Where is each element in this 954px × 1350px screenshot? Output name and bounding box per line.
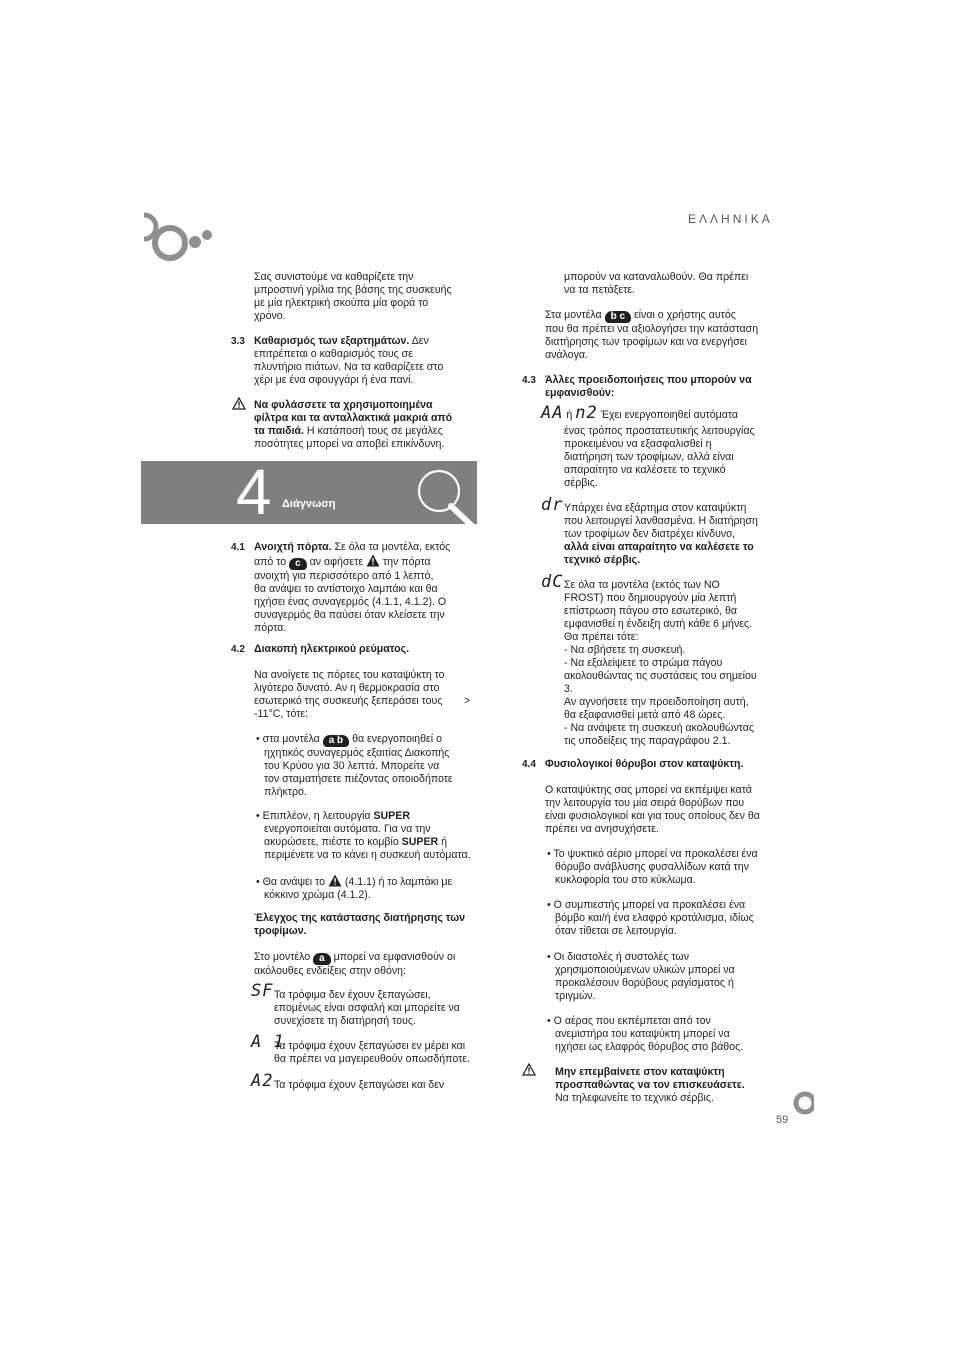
model-badge-bc: b c xyxy=(605,311,631,323)
display-code-n2: n2 xyxy=(575,403,598,423)
page-number: 59 xyxy=(776,1114,789,1126)
model-badge-c: c xyxy=(289,558,307,570)
dc-description: Σε όλα τα μοντέλα (εκτός των NO FROST) που δημιουργούν μία λεπτή επίστρωση πάγου στο εσωτερικό, θα εμφανισθεί η ένδειξη αυτή κάθε 6 μήνες. Θα πρέπει τότε: - Να σβήσετε τη συσκευή. - Να εξαλείψετε το στρώμα πάγου ακολουθώντας τις συστάσεις του σημείου 3. Αν αγνοήσετε την προειδοποίηση αυτή, θα εξαφανισθεί μετά από 48 ώρες. - Να ανάψετε τη συσκευή ακολουθώντας τις υποδείξεις της παραγράφου 2.1. xyxy=(564,579,757,747)
magnifier-icon xyxy=(413,467,477,527)
display-code-aa: AA xyxy=(541,403,564,423)
section-number-3-3: 3.3 xyxy=(231,336,245,347)
section-number-4-3: 4.3 xyxy=(522,375,536,386)
bullet-alarm: • στα μοντέλα a b θα ενεργοποιηθεί ο ηχητικός συναγερμός εξαιτίας Διακοπής του Κρύου για 30 λεπτά. Μπορείτε να τον σταματήσετε πιέζοντας οποιοδήποτε πλήκτρο. xyxy=(256,733,453,798)
warning-icon xyxy=(232,397,246,410)
heading: Καθαρισμός των εξαρτημάτων. xyxy=(254,335,410,347)
display-code-dc: dC xyxy=(541,572,564,592)
power-failure-paragraph: Να ανοίγετε τις πόρτες του καταψύκτη το λιγότερο δυνατό. Αν η θερμοκρασία στο εσωτερικό της συσκευής ξεπεράσει τους -11°C, τότε: xyxy=(254,669,445,720)
sf-description-cont: επομένως είναι ασφαλή και μπορείτε να συνεχίσετε τη διατήρησή τους. xyxy=(274,1002,460,1027)
a2-description: Τα τρόφιμα έχουν ξεπαγώσει και δεν xyxy=(274,1079,445,1091)
open-door-paragraph: Ανοιχτή πόρτα. Σε όλα τα μοντέλα, εκτός από το c αν αφήσετε την πόρτα ανοιχτή για περισσότερο από 1 λεπτό, θα ανάψει το αντίστοιχο λαμπάκι και θα ηχήσει ένας συναγερμός (4.1.1, 4.1.2). Ο συναγερμός θα παύσει όταν κλείσετε την πόρτα. xyxy=(254,541,451,634)
display-code-a1: A 1 xyxy=(251,1032,285,1052)
sf-description: Τα τρόφιμα δεν έχουν ξεπαγώσει, xyxy=(274,989,431,1001)
noise-bullet-compressor: • Ο συμπιεστής μπορεί να προκαλέσει ένα βόμβο και/ή ένα ελαφρό κροτάλισμα, ιδίως όταν τίθεται σε λειτουργία. xyxy=(547,899,754,937)
bullet-super: • Επιπλέον, η λειτουργία SUPER ενεργοποιείται αυτόματα. Για να την ακυρώσετε, πιέστε το κομβίο SUPER ή περιμένετε να το κάνει η συσκευή αυτόματα. xyxy=(256,810,471,861)
noise-bullet-fan: • Ο αέρας που εκπέμπεται από τον ανεμιστήρα του καταψύκτη μπορεί να ηχήσει ως ελαφρός θόρυβος στο βάθος. xyxy=(547,1015,744,1053)
display-code-sf: SF xyxy=(251,981,274,1001)
a1-description: Τα τρόφιμα έχουν ξεπαγώσει εν μέρει και θα πρέπει να μαγειρευθούν οπωσδήποτε. xyxy=(274,1040,470,1065)
other-warnings-heading: Άλλες προειδοποιήσεις που μπορούν να εμφανισθούν: xyxy=(545,374,752,399)
section-banner-diagnosis xyxy=(141,456,477,528)
warning-icon-filled xyxy=(366,554,380,567)
greater-than-sign: > xyxy=(464,695,471,707)
brand-logo-icon xyxy=(136,212,216,270)
section-number-4-4: 4.4 xyxy=(522,759,536,770)
bullet-indicator: • Θα ανάψει το (4.1.1) ή το λαμπάκι με κόκκινο χρώμα (4.1.2). xyxy=(256,876,453,901)
repair-warning-paragraph: Μην επεμβαίνετε στον καταψύκτη προσπαθώντας να τον επισκευάσετε. Να τηλεφωνείτε το τεχνικό σέρβις. xyxy=(555,1066,745,1104)
food-check-heading: Έλεγχος της κατάστασης διατήρησης των τροφίμων. xyxy=(254,912,466,937)
section-title: Διάγνωση xyxy=(282,498,336,510)
aa-n2-description: AA ή n2 Έχει ενεργοποιηθεί αυτόματα xyxy=(541,403,738,423)
language-label: ΕΛΛΗΝΙΚΑ xyxy=(688,212,773,226)
normal-noises-paragraph: Ο καταψύκτης σας μπορεί να εκπέμψει κατά την λειτουργία του μία σειρά θορύβων που είναι φυσιολογικοί και για τους οποίους δεν θα πρέπει να ανησυχήσετε. xyxy=(545,784,760,835)
section-number-4-2: 4.2 xyxy=(231,644,245,655)
model-badge-ab: a b xyxy=(323,735,349,747)
aa-n2-description-cont: ένας τρόπος προστατευτικής λειτουργίας προκειμένου να εξασφαλισθεί η διατήρηση των τροφίμων, αλλά είναι απαραίτητο να καλέσετε το τεχνικό σέρβις. xyxy=(564,425,755,489)
cleaning-accessories-paragraph: Καθαρισμός των εξαρτημάτων. Δεν επιτρέπεται ο καθαρισμός τους σε πλυντήριο πιάτων. Να τα καθαρίζετε στο χέρι με ένα σφουγγάρι ή ένα πανί. xyxy=(254,335,444,386)
noise-bullet-materials: • Οι διαστολές ή συστολές των χρησιμοποιούμενων υλικών μπορεί να προκαλέσουν θορύβους ραγίσματος ή τριγμών. xyxy=(547,951,735,1002)
display-code-dr: dr xyxy=(541,495,564,515)
normal-noises-heading: Φυσιολογικοί θόρυβοι στον καταψύκτη. xyxy=(545,758,744,770)
warning-icon-filled xyxy=(328,874,342,887)
section-number: 4 xyxy=(236,456,272,528)
dr-description: Υπάρχει ένα εξάρτημα στον καταψύκτη που λειτουργεί λανθασμένα. Η διατήρηση των τροφίμων δεν διατρέχει κίνδυνο, αλλά είναι απαραίτητο να καλέσετε το τεχνικό σέρβις. xyxy=(564,502,758,566)
filters-warning-paragraph: Να φυλάσσετε τα χρησιμοποιημένα φίλτρα και τα ανταλλακτικά μακριά από τα παιδιά. Η κατάποσή τους σε μεγάλες ποσότητες μπορεί να αποβεί επικίνδυνη. xyxy=(254,399,453,450)
intro-paragraph: Σας συνιστούμε να καθαρίζετε την μπροστινή γρίλια της βάσης της συσκευής με μία ηλεκτρική σκούπα μία φορά το χρόνο. xyxy=(254,271,452,322)
model-badge-a: a xyxy=(313,953,331,965)
page-corner-logo-icon xyxy=(792,1090,814,1116)
display-code-a2: A2 xyxy=(251,1071,274,1091)
warning-icon xyxy=(522,1063,536,1076)
noise-bullet-gas: • Το ψυκτικό αέριο μπορεί να προκαλέσει ένα θόρυβο ανάβλυσης φυσαλλίδων κατά την κυκλοφορία του στο κύκλωμα. xyxy=(547,848,758,886)
section-number-4-1: 4.1 xyxy=(231,542,245,553)
model-a-paragraph: Στο μοντέλο a μπορεί να εμφανισθούν οι ακόλουθες ενδείξεις στην οθόνη: xyxy=(254,951,456,977)
model-bc-paragraph: Στα μοντέλα b c είναι ο χρήστης αυτός που θα πρέπει να αξιολογήσει την κατάσταση διατήρησης των τροφίμων και να ενεργήσει ανάλογα. xyxy=(545,309,759,361)
a2-continued: μπορούν να καταναλωθούν. Θα πρέπει να τα πετάξετε. xyxy=(564,271,749,296)
power-failure-heading: Διακοπή ηλεκτρικού ρεύματος. xyxy=(254,643,410,655)
